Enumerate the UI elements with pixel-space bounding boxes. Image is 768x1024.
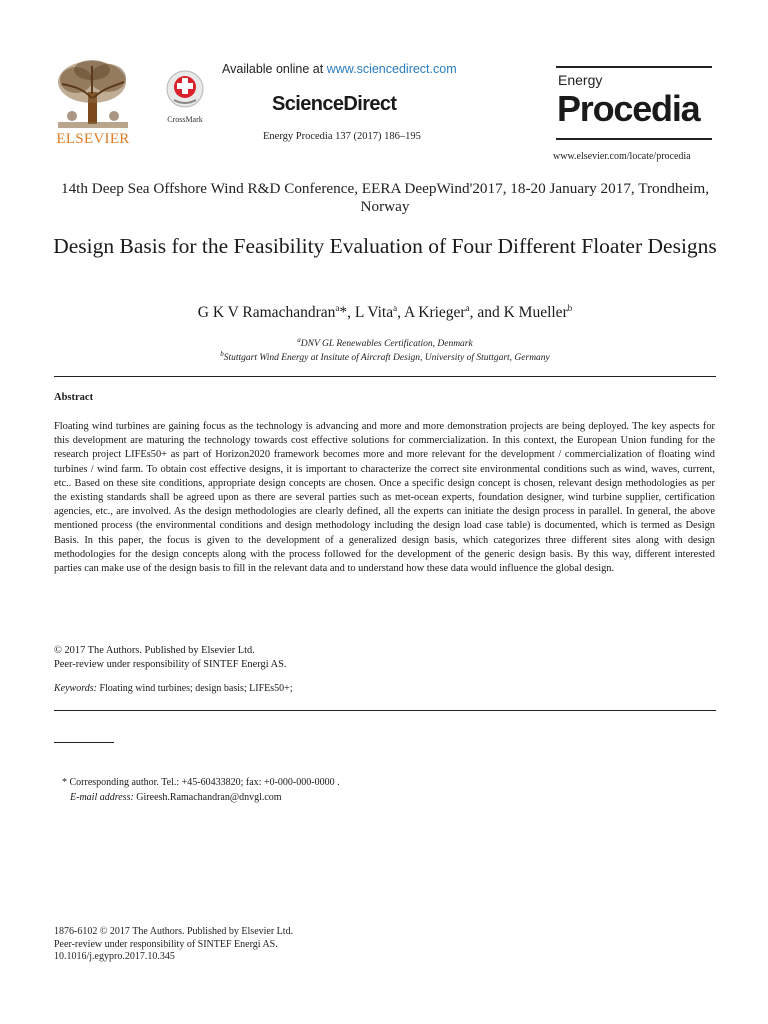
affiliation-text: Stuttgart Wind Energy at Insitute of Aircraft Design, University of Stuttgart, Germany [223,353,550,364]
affiliation-b [40,350,730,363]
abstract-heading: Abstract [54,392,94,403]
crossmark-badge[interactable] [164,70,206,124]
corresponding-mark: * [339,304,348,322]
elsevier-wordmark: ELSEVIER [56,131,130,147]
crossmark-icon [166,95,204,112]
email-label: E-mail address: [70,792,134,803]
author-affil-mark: a [335,303,340,313]
author-name: K Mueller [503,304,568,322]
sciencedirect-link[interactable]: www.sciencedirect.com [326,62,457,76]
affiliation-mark: a [297,336,301,344]
author-separator: , [347,304,355,322]
corresponding-author-footnote: * Corresponding author. Tel.: +45-60433820; fax: +0-000-000-0000 . [62,777,340,788]
author-separator: , and [469,304,504,322]
available-online-prefix: Available online at [222,62,327,76]
author-separator: , [397,304,405,322]
author-list [40,303,730,322]
journal-bottom-rule [556,138,712,140]
keywords-label: Keywords: [54,683,97,694]
bottom-publication-info [54,926,293,964]
journal-energy-word: Energy [558,72,603,88]
footnote-rule [54,742,114,743]
author-name: L Vita [354,304,394,322]
crossmark-label: CrossMark [167,115,203,124]
keywords-line [54,683,293,694]
journal-top-rule [556,66,712,68]
peer-review-line: Peer-review under responsibility of SINTEF Energi AS. [54,659,287,670]
conference-line: 14th Deep Sea Offshore Wind R&D Conference, EERA DeepWind'2017, 18-20 January 2017, Trondheim, Norway [60,180,709,215]
keywords-list: Floating wind turbines; design basis; LIFEs50+; [96,683,293,694]
abstract-top-rule [54,376,716,377]
doi-line[interactable]: 10.1016/j.egypro.2017.10.345 [54,951,175,962]
email-footnote [70,792,282,803]
available-online-line [222,62,457,76]
author-affil-mark: a [465,303,470,313]
sciencedirect-wordmark: ScienceDirect [272,93,397,115]
affiliation-mark: b [220,350,224,358]
affiliation-a [40,336,730,349]
abstract-bottom-rule [54,710,716,711]
author-name: G K V Ramachandran [197,304,336,322]
author-affil-mark: a [393,303,398,313]
bottom-peer-review-line: Peer-review under responsibility of SINTEF Energi AS. [54,938,278,950]
copyright-line: © 2017 The Authors. Published by Elsevier Ltd. [54,645,255,656]
affiliation-text: DNV GL Renewables Certification, Denmark [300,339,473,350]
email-address[interactable]: Gireesh.Ramachandran@dnvgl.com [133,792,282,803]
journal-url[interactable]: www.elsevier.com/locate/procedia [553,151,691,162]
issn-line: 1876-6102 © 2017 The Authors. Published by Elsevier Ltd. [54,926,294,937]
author-affil-mark: b [567,303,573,313]
paper-title: Design Basis for the Feasibility Evaluation of Four Different Floater Designs [53,234,717,258]
journal-procedia-word: Procedia [557,88,700,129]
journal-citation: Energy Procedia 137 (2017) 186–195 [263,131,421,142]
abstract-body: Floating wind turbines are gaining focus as the technology is advancing and more and more demonstration projects are being deployed. The key aspects for this development are maturing the technology towards cost effective solutions for commercialization. In this context, the European Union funding for the research project LIFEs50+ as part of Horizon2020 framework becomes more and more relevant for the development / commercialization of floating wind turbines / wind farm. To obtain cost effective designs, it is important to characterize the correct site environmental conditions such as wind, waves, current, etc.. Based on these site conditions, appropriate design concepts are chosen. Once a specific design concept is chosen, relevant design methodologies as per the existing standards shall be agreed upon as there are several parties such as met-ocean experts, foundation designer, wind turbine supplier, certification agencies, etc., are involved. As the design methodologies are clearly defined, all the experts can initiate the design process in parallel. In general, the above mentioned process (the environmental conditions and design methodology including the design load case table) is documented, which is termed as Design Basis. In this paper, the focus is given to the development of a generalized design basis, which categorizes three different sites along with design methodologies for the design concepts along with the process followed for the development of the generic design basis. By this way, different interested parties can make use of the design basis to fill in the relevant data and to understand how these data would influence the global design. [54,421,715,575]
author-name: A Krieger [404,304,466,322]
